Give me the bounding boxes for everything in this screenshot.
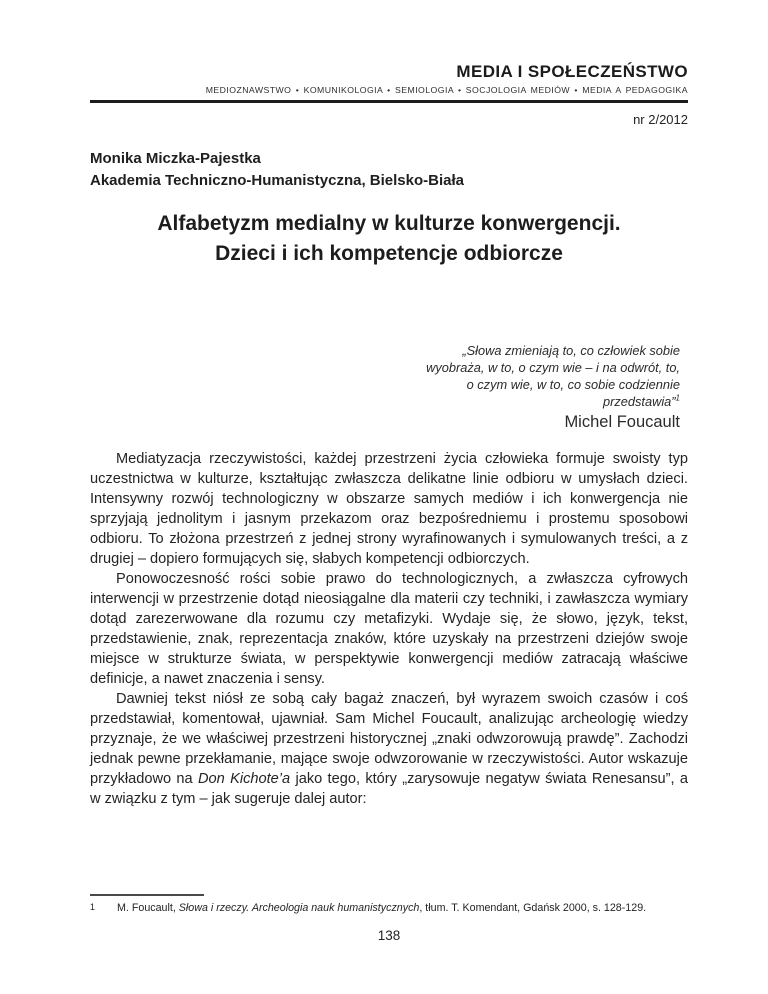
journal-title: MEDIA I SPOŁECZEŃSTWO: [456, 62, 688, 81]
issue-number: nr 2/2012: [633, 112, 688, 127]
epigraph-line-text: przedstawia”: [603, 394, 676, 409]
footnote-text-segment: , tłum. T. Komendant, Gdańsk 2000, s. 128-129.: [419, 901, 647, 914]
journal-header: [90, 62, 688, 95]
paragraph: Mediatyzacja rzeczywistości, każdej przestrzeni życia człowieka formuje swoisty typ uczestnictwa w kulturze, kształtując zwłaszcza delikatne linie odbioru w umysłach dzieci. Intensywny rozwój technologiczny w obszarze samych mediów i ich konwergencja nie sprzyjają jednolitym i jasnym przekazom oraz bezpośredniemu i prostemu sposobowi odbioru. To złożona przestrzeń z jednej strony wyrafinowanych i symulowanych treści, a z drugiej – dopiero formujących się, słabych kompetencji odbiorczych.: [90, 451, 688, 567]
paragraph-text: Dawniej tekst niósł ze sobą cały bagaż znaczeń, był wyrazem swoich czasów i coś przedstawiał, komentował, ujawniał. Sam Michel Foucault, analizując archeologię wiedzy przyznaje, że we właściwej przestrzeni historycznej „znaki odwzorowują prawdę”. Zachodzi jednak pewne przekłamanie, mające swoje odwzorowanie w rzeczywistości. Autor wskazuje przykładowo na: [90, 691, 688, 787]
epigraph-attribution: Michel Foucault: [564, 413, 680, 431]
author-affiliation: Akademia Techniczno-Humanistyczna, Bielsko-Biała: [90, 172, 464, 189]
article-title: [90, 209, 688, 269]
paragraph-text: jako tego, który „zarysowuje negatyw świata Renesansu”, a w związku z tym – jak sugeruje dalej autor:: [90, 771, 688, 807]
article-body: [90, 449, 688, 809]
epigraph-line: [90, 393, 680, 410]
author-block: [90, 148, 688, 192]
footnote-ref-superscript: 1: [675, 393, 680, 403]
book-title-inline: Don Kichote’a: [198, 771, 291, 787]
paragraph: [90, 689, 688, 809]
footnote-rule: [90, 894, 204, 896]
epigraph-line: „Słowa zmieniają to, co człowiek sobie: [462, 343, 680, 358]
article-title-line-1: Alfabetyzm medialny w kulturze konwergencji.: [157, 212, 621, 235]
header-rule: [90, 100, 688, 103]
footnote: [90, 902, 688, 915]
footnote-marker: 1: [90, 901, 95, 912]
article-title-line-2: Dzieci i ich kompetencje odbiorcze: [215, 242, 563, 265]
paragraph: Ponowoczesność rości sobie prawo do technologicznych, a zwłaszcza cyfrowych interwencji w przestrzenie dotąd nieosiągalne dla materii czy techniki, i zawłaszcza wymiary dotąd zarezerwowane dla rozumu czy metafizyki. Wydaje się, że słowo, język, tekst, przedstawienie, znak, reprezentacja znaków, które uzyskały na przestrzeni dziejów swoje miejsce w strukturze świata, w perspektywie konwergencji mediów zatracają właściwe definicje, a nawet znaczenia i sensy.: [90, 571, 688, 687]
footnote-book-title: Słowa i rzeczy. Archeologia nauk humanistycznych: [178, 901, 420, 914]
page-number: 138: [377, 927, 401, 943]
footnote-text: [117, 902, 688, 915]
epigraph-line: o czym wie, w to, co sobie codziennie: [466, 377, 680, 392]
epigraph-line: wyobraża, w to, o czym wie – i na odwrót, to,: [426, 360, 680, 375]
footnote-text-segment: M. Foucault,: [117, 901, 179, 914]
epigraph: [90, 342, 688, 410]
author-name: Monika Miczka-Pajestka: [90, 150, 261, 167]
page-footer: [90, 894, 688, 943]
journal-subtitle: MEDIOZNAWSTWO • KOMUNIKOLOGIA • SEMIOLOGIA • SOCJOLOGIA MEDIÓW • MEDIA A PEDAGOGIKA: [205, 85, 688, 95]
